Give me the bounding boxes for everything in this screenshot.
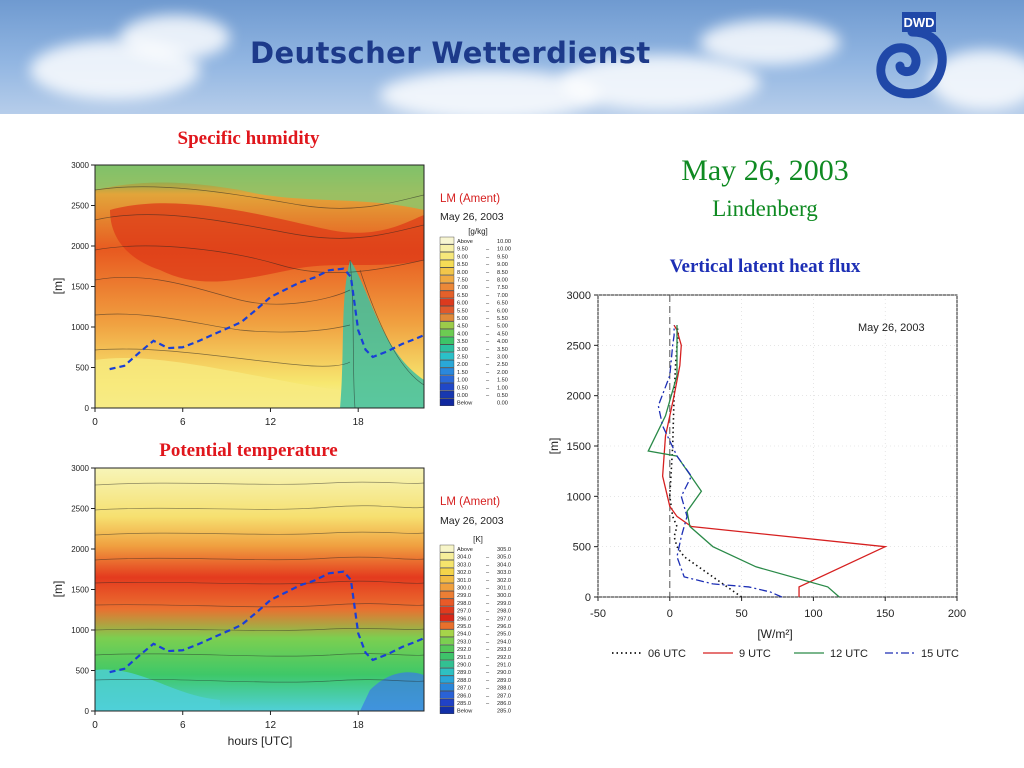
y-tick-label: 500: [572, 541, 591, 554]
legend-swatch: [440, 291, 454, 298]
legend-swatch: [440, 637, 454, 644]
temperature-model-label: LM (Ament): [440, 496, 501, 508]
flux-x-label: [W/m²]: [757, 627, 793, 641]
dwd-logo-swirl: [881, 32, 942, 94]
y-tick-label: 0: [84, 404, 89, 413]
temperature-field-base: [95, 468, 424, 711]
x-tick-label: 150: [876, 608, 895, 620]
legend-value: 2.00: [497, 369, 508, 376]
legend-value: 289.0: [497, 677, 511, 684]
legend-label: 1.50: [457, 369, 468, 376]
legend-value: 293.0: [497, 647, 511, 654]
legend-value: 286.0: [497, 701, 511, 707]
legend-value: 3.50: [497, 346, 508, 353]
legend-label: 4.00: [457, 331, 468, 338]
legend-dash: –: [486, 300, 490, 307]
legend-dash: –: [486, 701, 490, 707]
legend-value: 304.0: [497, 562, 511, 569]
legend-label: 285.0: [457, 701, 471, 707]
legend-dash: –: [486, 393, 490, 399]
legend-swatch: [440, 645, 454, 652]
legend-label: 291.0: [457, 654, 471, 661]
temperature-y-label: [m]: [51, 580, 65, 598]
legend-swatch: [440, 591, 454, 598]
legend-label: 2.00: [457, 362, 468, 369]
y-tick-label: 0: [84, 707, 89, 716]
y-tick-label: 500: [75, 666, 89, 676]
legend-label: 5.50: [457, 308, 468, 315]
y-tick-label: 3000: [566, 290, 591, 302]
flux-x-axis: [590, 597, 966, 620]
potential-temperature-title: Potential temperature: [159, 440, 338, 461]
y-tick-label: 3000: [71, 161, 89, 170]
legend-dash: –: [486, 593, 490, 600]
legend-dash: –: [486, 647, 490, 654]
legend-value: 1.00: [497, 385, 508, 392]
temperature-field: [95, 468, 424, 711]
legend-swatch: [440, 283, 454, 290]
legend-dash: –: [486, 346, 490, 353]
temperature-legend-unit: [K]: [473, 535, 483, 544]
legend-label: 8.00: [457, 269, 468, 276]
legend-label: 6.50: [457, 292, 468, 299]
legend-swatch: [440, 329, 454, 336]
flux-y-axis: [567, 290, 598, 604]
legend-label: 9.00: [457, 254, 468, 261]
legend-label: 300.0: [457, 585, 471, 592]
legend-dash: –: [486, 316, 490, 322]
legend-value: 299.0: [497, 600, 511, 607]
legend-value: 5.00: [497, 323, 508, 330]
legend-dash: –: [486, 570, 490, 577]
x-tick-label: 6: [179, 417, 186, 428]
humidity-chart: [0, 150, 540, 440]
legend-dash: –: [486, 693, 490, 700]
legend-value: 287.0: [497, 693, 511, 700]
legend-swatch: [440, 553, 454, 560]
legend-label: 290.0: [457, 662, 471, 669]
humidity-legend: [440, 237, 511, 407]
legend-value: 291.0: [497, 662, 511, 669]
legend-value: 303.0: [497, 570, 511, 577]
legend-label: 6.00: [457, 300, 468, 307]
legend-value: 294.0: [497, 639, 511, 646]
legend-swatch: [440, 676, 454, 683]
legend-swatch: [440, 653, 454, 660]
legend-swatch: [440, 661, 454, 668]
humidity-y-label: [m]: [51, 277, 65, 295]
y-tick-label: 1500: [566, 441, 591, 453]
humidity-date-label: May 26, 2003: [440, 211, 504, 223]
legend-label: 5.00: [457, 316, 468, 322]
x-tick-label: 0: [666, 608, 673, 620]
y-tick-label: 2500: [566, 340, 591, 353]
y-tick-label: 2000: [566, 390, 591, 403]
x-tick-label: 18: [352, 417, 364, 428]
legend-value: 0.00: [497, 400, 508, 407]
legend-label: 292.0: [457, 647, 471, 654]
legend-label: 06 UTC: [648, 648, 686, 660]
legend-swatch: [440, 576, 454, 583]
legend-dash: –: [486, 608, 490, 615]
legend-label: 287.0: [457, 685, 471, 692]
legend-label: 304.0: [457, 554, 471, 561]
legend-swatch: [440, 360, 454, 367]
legend-dash: –: [486, 654, 490, 661]
legend-swatch: [440, 368, 454, 375]
legend-swatch: [440, 684, 454, 691]
legend-value: 8.50: [497, 269, 508, 276]
legend-value: 301.0: [497, 585, 511, 592]
flux-y-label: [m]: [547, 437, 561, 455]
legend-value: 5.50: [497, 316, 508, 322]
legend-value: 8.00: [497, 277, 508, 284]
legend-swatch: [440, 691, 454, 698]
legend-swatch: [440, 268, 454, 275]
legend-value: 7.00: [497, 292, 508, 299]
legend-value: 10.00: [497, 246, 511, 253]
legend-value: 296.0: [497, 624, 511, 630]
legend-label: 0.50: [457, 385, 468, 392]
flux-legend: [612, 648, 959, 660]
legend-swatch: [440, 399, 454, 406]
legend-dash: –: [486, 624, 490, 630]
legend-label: 303.0: [457, 562, 471, 569]
legend-value: 305.0: [497, 547, 511, 553]
legend-dash: –: [486, 354, 490, 361]
y-tick-label: 2500: [71, 201, 89, 211]
legend-label: 296.0: [457, 616, 471, 623]
legend-dash: –: [486, 616, 490, 623]
legend-swatch: [440, 622, 454, 629]
legend-swatch: [440, 607, 454, 614]
legend-dash: –: [486, 562, 490, 569]
legend-value: 302.0: [497, 577, 511, 584]
legend-swatch: [440, 314, 454, 321]
legend-label: 286.0: [457, 693, 471, 700]
temperature-x-label: hours [UTC]: [227, 734, 293, 748]
legend-value: 4.50: [497, 331, 508, 338]
legend-value: 300.0: [497, 593, 511, 600]
humidity-field: [95, 165, 424, 408]
legend-swatch: [440, 252, 454, 259]
legend-label: 288.0: [457, 677, 471, 684]
legend-swatch: [440, 353, 454, 360]
legend-dash: –: [486, 292, 490, 299]
x-tick-label: -50: [590, 608, 606, 620]
legend-value: 292.0: [497, 654, 511, 661]
temperature-x-axis: [92, 711, 364, 731]
latent-heat-flux-chart: [540, 285, 1000, 685]
legend-label: 9.50: [457, 246, 468, 253]
legend-label: 12 UTC: [830, 648, 868, 660]
legend-dash: –: [486, 285, 490, 292]
legend-value: 1.50: [497, 377, 508, 384]
humidity-title: Specific humidity: [177, 128, 320, 149]
legend-swatch: [440, 707, 454, 714]
legend-dash: –: [486, 631, 490, 638]
legend-swatch: [440, 383, 454, 390]
legend-label: 3.00: [457, 346, 468, 353]
humidity-x-axis: [92, 408, 364, 428]
legend-value: 0.50: [497, 393, 508, 399]
legend-value: 3.00: [497, 354, 508, 361]
x-tick-label: 18: [352, 720, 364, 731]
legend-swatch: [440, 306, 454, 313]
temperature-legend: [440, 545, 511, 715]
legend-dash: –: [486, 246, 490, 253]
y-tick-label: 1500: [71, 585, 89, 595]
y-tick-label: 0: [584, 592, 591, 604]
legend-dash: –: [486, 639, 490, 646]
legend-dash: –: [486, 331, 490, 338]
header-banner: [0, 0, 1024, 114]
legend-value: 295.0: [497, 631, 511, 638]
humidity-y-axis: [71, 161, 95, 413]
humidity-legend-unit: [g/kg]: [468, 227, 488, 236]
legend-swatch: [440, 568, 454, 575]
legend-label: Above: [457, 547, 473, 553]
legend-swatch: [440, 322, 454, 329]
dwd-logo-text: DWD: [903, 15, 935, 30]
legend-label: 293.0: [457, 639, 471, 646]
legend-label: 9 UTC: [739, 648, 771, 660]
date-title: May 26, 2003: [681, 154, 849, 187]
y-tick-label: 1500: [71, 282, 89, 292]
legend-dash: –: [486, 685, 490, 692]
legend-label: 298.0: [457, 600, 471, 607]
y-tick-label: 1000: [566, 491, 591, 504]
legend-value: 305.0: [497, 554, 511, 561]
legend-dash: –: [486, 677, 490, 684]
legend-swatch: [440, 630, 454, 637]
banner-cloud: [700, 20, 840, 65]
legend-label: 294.0: [457, 631, 471, 638]
legend-label: 15 UTC: [921, 648, 959, 660]
legend-label: 301.0: [457, 577, 471, 584]
y-tick-label: 2000: [71, 545, 89, 554]
legend-value: 6.50: [497, 300, 508, 307]
legend-label: Above: [457, 239, 473, 245]
legend-label: 297.0: [457, 608, 471, 615]
legend-value: 298.0: [497, 608, 511, 615]
temperature-y-axis: [71, 464, 95, 716]
legend-swatch: [440, 237, 454, 244]
y-tick-label: 1000: [71, 323, 89, 332]
banner-title: Deutscher Wetterdienst: [250, 36, 651, 70]
y-tick-label: 2500: [71, 504, 89, 514]
legend-dash: –: [486, 600, 490, 607]
legend-label: 1.00: [457, 377, 468, 384]
legend-label: 289.0: [457, 670, 471, 677]
banner-cloud: [120, 15, 230, 60]
legend-swatch: [440, 584, 454, 591]
legend-value: 10.00: [497, 239, 511, 245]
dwd-logo: [874, 10, 950, 106]
legend-swatch: [440, 299, 454, 306]
flux-inner-label: May 26, 2003: [858, 322, 925, 334]
legend-value: 290.0: [497, 670, 511, 677]
legend-swatch: [440, 260, 454, 267]
legend-label: Below: [457, 708, 473, 715]
legend-dash: –: [486, 670, 490, 677]
legend-swatch: [440, 614, 454, 621]
legend-value: 288.0: [497, 685, 511, 692]
legend-dash: –: [486, 339, 490, 346]
legend-swatch: [440, 245, 454, 252]
legend-swatch: [440, 599, 454, 606]
legend-dash: –: [486, 585, 490, 592]
legend-value: 297.0: [497, 616, 511, 623]
legend-label: 4.50: [457, 323, 468, 330]
location-title: Lindenberg: [712, 196, 818, 221]
legend-value: 7.50: [497, 285, 508, 292]
legend-dash: –: [486, 277, 490, 284]
legend-dash: –: [486, 362, 490, 369]
x-tick-label: 12: [264, 417, 277, 428]
legend-label: 299.0: [457, 593, 471, 600]
flux-plot-frame: [598, 295, 957, 597]
legend-dash: –: [486, 577, 490, 584]
legend-dash: –: [486, 269, 490, 276]
legend-swatch: [440, 545, 454, 552]
legend-label: 7.00: [457, 285, 468, 292]
x-tick-label: 0: [92, 417, 98, 428]
x-tick-label: 50: [735, 608, 748, 620]
legend-swatch: [440, 668, 454, 675]
legend-swatch: [440, 376, 454, 383]
potential-temperature-chart: [0, 455, 540, 760]
legend-dash: –: [486, 554, 490, 561]
legend-value: 9.00: [497, 262, 508, 269]
x-tick-label: 12: [264, 720, 277, 731]
legend-label: 3.50: [457, 339, 468, 346]
legend-label: 7.50: [457, 277, 468, 284]
humidity-model-label: LM (Ament): [440, 193, 501, 205]
legend-dash: –: [486, 254, 490, 261]
legend-label: Below: [457, 400, 473, 407]
x-tick-label: 0: [92, 720, 98, 731]
legend-dash: –: [486, 262, 490, 269]
legend-value: 2.50: [497, 362, 508, 369]
x-tick-label: 200: [947, 608, 967, 620]
legend-dash: –: [486, 385, 490, 392]
legend-swatch: [440, 337, 454, 344]
legend-swatch: [440, 391, 454, 398]
legend-swatch: [440, 560, 454, 567]
legend-value: 6.00: [497, 308, 508, 315]
legend-dash: –: [486, 369, 490, 376]
legend-label: 302.0: [457, 570, 471, 577]
legend-dash: –: [486, 308, 490, 315]
y-tick-label: 1000: [71, 626, 89, 635]
legend-label: 0.00: [457, 393, 468, 399]
x-tick-label: 6: [179, 720, 186, 731]
legend-label: 8.50: [457, 262, 468, 269]
legend-label: 2.50: [457, 354, 468, 361]
flux-title: Vertical latent heat flux: [669, 256, 861, 277]
legend-label: 295.0: [457, 624, 471, 630]
legend-dash: –: [486, 662, 490, 669]
y-tick-label: 2000: [71, 242, 89, 251]
legend-value: 9.50: [497, 254, 508, 261]
legend-swatch: [440, 345, 454, 352]
y-tick-label: 3000: [71, 464, 89, 473]
x-tick-label: 100: [804, 608, 823, 620]
legend-dash: –: [486, 323, 490, 330]
legend-value: 4.00: [497, 339, 508, 346]
y-tick-label: 500: [75, 363, 89, 373]
legend-dash: –: [486, 377, 490, 384]
legend-swatch: [440, 699, 454, 706]
legend-value: 285.0: [497, 708, 511, 715]
legend-swatch: [440, 276, 454, 283]
temperature-date-label: May 26, 2003: [440, 515, 504, 527]
